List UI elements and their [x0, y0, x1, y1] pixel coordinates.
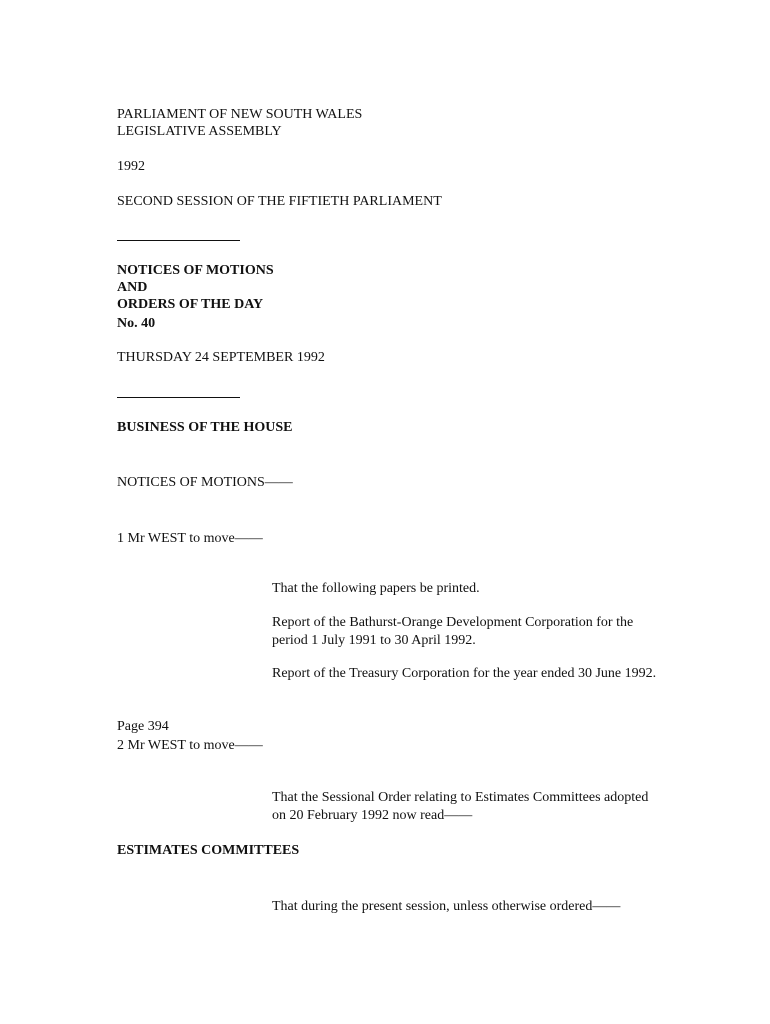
document-title-line-3: ORDERS OF THE DAY [117, 297, 264, 312]
motion-1-paper-1: Report of the Bathurst-Orange Development Corporation for the period 1 July 1991 to 30 April 1992. [272, 615, 634, 648]
page-number: Page 394 [117, 719, 169, 734]
parliament-name: PARLIAMENT OF NEW SOUTH WALES [117, 107, 363, 122]
motion-1-intro: That the following papers be printed. [272, 581, 480, 596]
document-title-line-1: NOTICES OF MOTIONS [117, 263, 274, 278]
motion-2-mover: 2 Mr WEST to move—— [117, 738, 263, 753]
session-title: SECOND SESSION OF THE FIFTIETH PARLIAMENT [117, 194, 442, 209]
sitting-date: THURSDAY 24 SEPTEMBER 1992 [117, 350, 325, 365]
divider [117, 397, 240, 398]
year: 1992 [117, 159, 145, 174]
motion-1-mover: 1 Mr WEST to move—— [117, 531, 263, 546]
divider [117, 240, 240, 241]
motion-2-text: That the Sessional Order relating to Estimates Committees adopted on 20 February 1992 now read—— [272, 790, 649, 823]
section-heading-notices: NOTICES OF MOTIONS—— [117, 475, 293, 490]
section-heading-estimates: ESTIMATES COMMITTEES [117, 843, 300, 858]
assembly-name: LEGISLATIVE ASSEMBLY [117, 124, 282, 139]
estimates-text: That during the present session, unless otherwise ordered—— [272, 899, 621, 914]
document-title-line-2: AND [117, 280, 148, 295]
section-heading-business: BUSINESS OF THE HOUSE [117, 420, 293, 435]
document-number: No. 40 [117, 316, 156, 331]
motion-1-paper-2: Report of the Treasury Corporation for the year ended 30 June 1992. [272, 666, 657, 681]
